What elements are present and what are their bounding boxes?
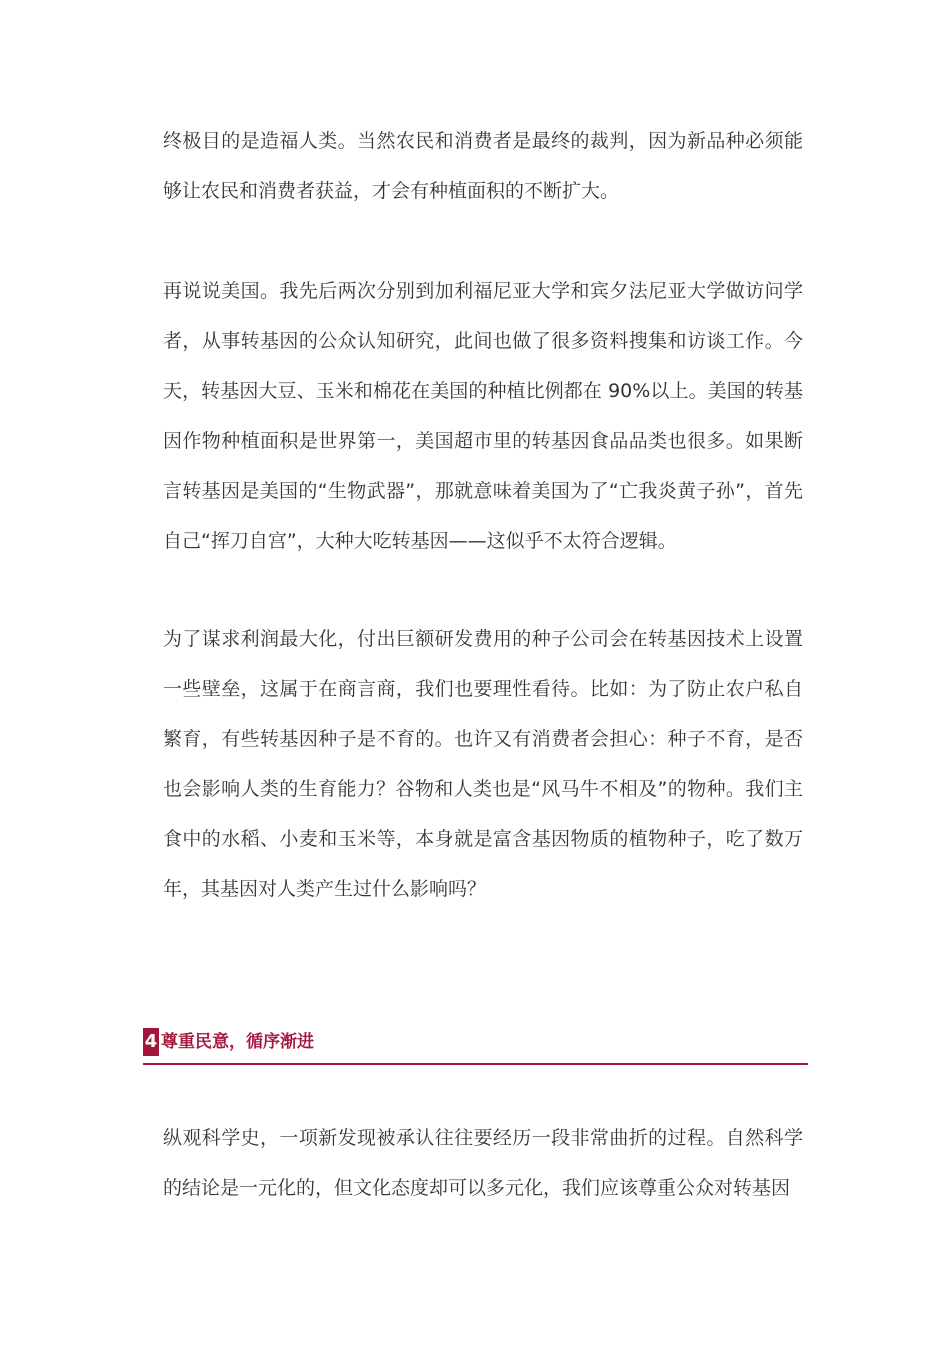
section-title: 尊重民意，循序渐进 <box>161 1032 314 1052</box>
paragraph-seed-companies: 为了谋求利润最大化，付出巨额研发费用的种子公司会在转基因技术上设置一些壁垒，这属于在商言商，我们也要理性看待。比如：为了防止农户私自繁育，有些转基因种子是不育的。也许又有消费者会担心：种子不育，是否也会影响人类的生育能力？谷物和人类也是“风马牛不相及”的物种。我们主食中的水稻、小麦和玉米等，本身就是富含基因物质的植物种子，吃了数万年，其基因对人类产生过什么影响吗？ <box>163 628 803 900</box>
paragraph-usa: 再说说美国。我先后两次分别到加利福尼亚大学和宾夕法尼亚大学做访问学者，从事转基因的公众认知研究，此间也做了很多资料搜集和访谈工作。今天，转基因大豆、玉米和棉花在美国的种植比例都在 90%以上。美国的转基因作物种植面积是世界第一，美国超市里的转基因食品品类也很多。如果断言转基因是美国的“生物武器”，那就意味着美国为了“亡我炎黄子孙”，首先自己“挥刀自宫”，大种大吃转基因——这似乎不太符合逻辑。 <box>163 280 803 552</box>
paragraph-science-history: 纵观科学史，一项新发现被承认往往要经历一段非常曲折的过程。自然科学的结论是一元化的，但文化态度却可以多元化，我们应该尊重公众对转基因 <box>163 1127 803 1199</box>
section-heading <box>143 1026 808 1065</box>
paragraph-continued: 终极目的是造福人类。当然农民和消费者是最终的裁判，因为新品种必须能够让农民和消费者获益，才会有种植面积的不断扩大。 <box>163 130 803 202</box>
section-number-badge: 4 <box>143 1028 159 1056</box>
